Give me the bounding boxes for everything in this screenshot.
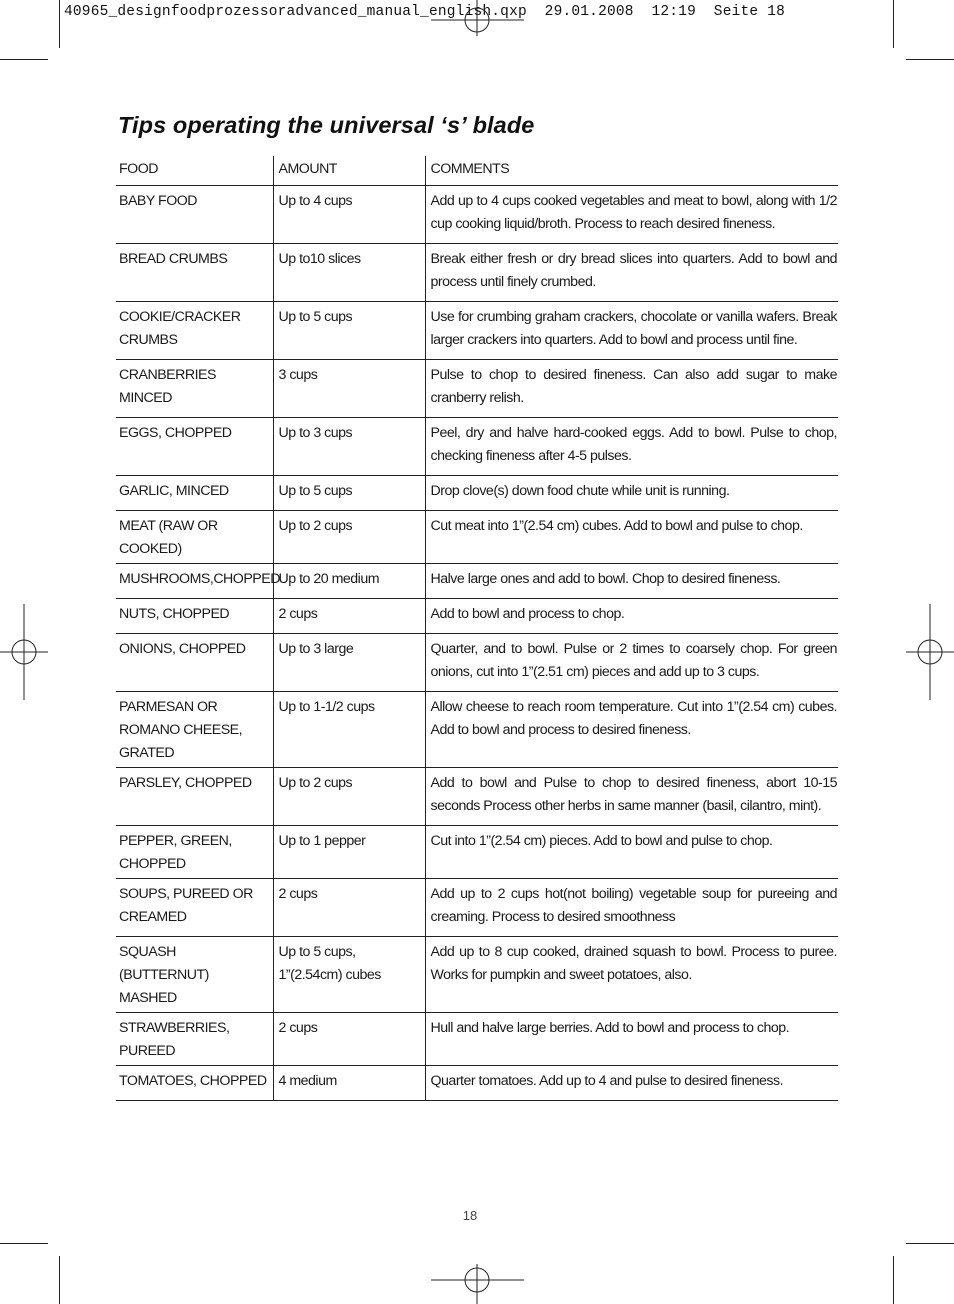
food-cell: SOUPS, PUREED OR CREAMED [116, 879, 273, 937]
table-row [116, 418, 838, 476]
table-row [116, 879, 838, 937]
food-cell: BREAD CRUMBS [116, 244, 273, 302]
table-row [116, 476, 838, 511]
comment-cell: Break either fresh or dry bread slices into quarters. Add to bowl and process until finely crumbed. [425, 244, 838, 302]
food-cell: MUSHROOMS,CHOPPED [116, 564, 273, 599]
amount-cell: 2 cups [273, 1013, 425, 1066]
amount-cell: Up to 1 pepper [273, 826, 425, 879]
food-cell: COOKIE/CRACKER CRUMBS [116, 302, 273, 360]
amount-cell: Up to 2 cups [273, 511, 425, 564]
comment-cell: Add up to 8 cup cooked, drained squash to bowl. Process to puree. Works for pumpkin and sweet potatoes, also. [425, 937, 838, 1013]
table-row [116, 937, 838, 1013]
crop-mark-bottom-left-v [59, 1256, 60, 1304]
comment-cell: Cut meat into 1”(2.54 cm) cubes. Add to bowl and pulse to chop. [425, 511, 838, 564]
food-cell: TOMATOES, CHOPPED [116, 1066, 273, 1101]
table-row [116, 360, 838, 418]
registration-mark-right-icon [906, 604, 954, 700]
comment-cell: Cut into 1”(2.54 cm) pieces. Add to bowl and pulse to chop. [425, 826, 838, 879]
amount-cell: Up to10 slices [273, 244, 425, 302]
comment-cell: Add up to 2 cups hot(not boiling) vegetable soup for pureeing and creaming. Process to desired smoothness [425, 879, 838, 937]
food-cell: PEPPER, GREEN, CHOPPED [116, 826, 273, 879]
food-cell: ONIONS, CHOPPED [116, 634, 273, 692]
table-row [116, 302, 838, 360]
amount-cell: 2 cups [273, 599, 425, 634]
comment-cell: Add up to 4 cups cooked vegetables and meat to bowl, along with 1/2 cup cooking liquid/broth. Process to reach desired fineness. [425, 186, 838, 244]
food-cell: STRAWBERRIES, PUREED [116, 1013, 273, 1066]
food-cell: BABY FOOD [116, 186, 273, 244]
amount-cell: 4 medium [273, 1066, 425, 1101]
food-cell: GARLIC, MINCED [116, 476, 273, 511]
column-header-amount: AMOUNT [273, 156, 425, 186]
comment-cell: Add to bowl and Pulse to chop to desired fineness, abort 10-15 seconds Process other herbs in same manner (basil, cilantro, mint). [425, 768, 838, 826]
table-row [116, 1013, 838, 1066]
crop-mark-top-right-h [906, 59, 954, 60]
amount-cell: 3 cups [273, 360, 425, 418]
comment-cell: Drop clove(s) down food chute while unit is running. [425, 476, 838, 511]
food-cell: PARSLEY, CHOPPED [116, 768, 273, 826]
table-row [116, 244, 838, 302]
food-cell: NUTS, CHOPPED [116, 599, 273, 634]
comment-cell: Halve large ones and add to bowl. Chop to desired fineness. [425, 564, 838, 599]
crop-mark-top-left-h [0, 59, 48, 60]
table-row [116, 634, 838, 692]
registration-mark-left-icon [0, 604, 48, 700]
table-header-row [116, 156, 838, 186]
column-header-comments: COMMENTS [425, 156, 838, 186]
food-cell: EGGS, CHOPPED [116, 418, 273, 476]
food-cell: CRANBERRIES MINCED [116, 360, 273, 418]
comment-cell: Add to bowl and process to chop. [425, 599, 838, 634]
food-tips-table [116, 156, 838, 1101]
amount-cell: Up to 3 large [273, 634, 425, 692]
table-row [116, 1066, 838, 1101]
comment-cell: Allow cheese to reach room temperature. Cut into 1”(2.54 cm) cubes. Add to bowl and process to desired fineness. [425, 692, 838, 768]
amount-cell: 2 cups [273, 879, 425, 937]
crop-mark-top-left-v [59, 0, 60, 48]
registration-mark-top-icon [428, 0, 528, 40]
amount-cell: Up to 5 cups [273, 476, 425, 511]
amount-cell: Up to 20 medium [273, 564, 425, 599]
table-row [116, 564, 838, 599]
amount-cell: Up to 5 cups [273, 302, 425, 360]
amount-cell: Up to 1-1/2 cups [273, 692, 425, 768]
food-cell: PARMESAN OR ROMANO CHEESE, GRATED [116, 692, 273, 768]
food-cell: SQUASH (BUTTERNUT) MASHED [116, 937, 273, 1013]
comment-cell: Pulse to chop to desired fineness. Can also add sugar to make cranberry relish. [425, 360, 838, 418]
table-row [116, 186, 838, 244]
crop-mark-top-right-v [893, 0, 894, 48]
table-row [116, 511, 838, 564]
registration-mark-bottom-icon [428, 1260, 528, 1304]
print-slug: 40965_designfoodprozessoradvanced_manual_english.qxp 29.01.2008 12:19 Seite 18 [64, 4, 786, 20]
page-number: 18 [462, 1208, 478, 1223]
comment-cell: Quarter, and to bowl. Pulse or 2 times to coarsely chop. For green onions, cut into 1”(2.51 cm) pieces and add up to 3 cups. [425, 634, 838, 692]
column-header-food: FOOD [116, 156, 273, 186]
table-row [116, 768, 838, 826]
amount-cell: Up to 4 cups [273, 186, 425, 244]
comment-cell: Quarter tomatoes. Add up to 4 and pulse to desired fineness. [425, 1066, 838, 1101]
crop-mark-bottom-right-h [906, 1243, 954, 1244]
page-title: Tips operating the universal ‘s’ blade [118, 112, 535, 138]
amount-cell: Up to 2 cups [273, 768, 425, 826]
table-row [116, 599, 838, 634]
food-cell: MEAT (RAW OR COOKED) [116, 511, 273, 564]
amount-cell: Up to 3 cups [273, 418, 425, 476]
comment-cell: Peel, dry and halve hard-cooked eggs. Add to bowl. Pulse to chop, checking fineness after 4-5 pulses. [425, 418, 838, 476]
comment-cell: Use for crumbing graham crackers, chocolate or vanilla wafers. Break larger crackers into quarters. Add to bowl and process until fine. [425, 302, 838, 360]
comment-cell: Hull and halve large berries. Add to bowl and process to chop. [425, 1013, 838, 1066]
crop-mark-bottom-right-v [893, 1256, 894, 1304]
crop-mark-bottom-left-h [0, 1243, 48, 1244]
table-row [116, 692, 838, 768]
table-row [116, 826, 838, 879]
amount-cell: Up to 5 cups, 1”(2.54cm) cubes [273, 937, 425, 1013]
